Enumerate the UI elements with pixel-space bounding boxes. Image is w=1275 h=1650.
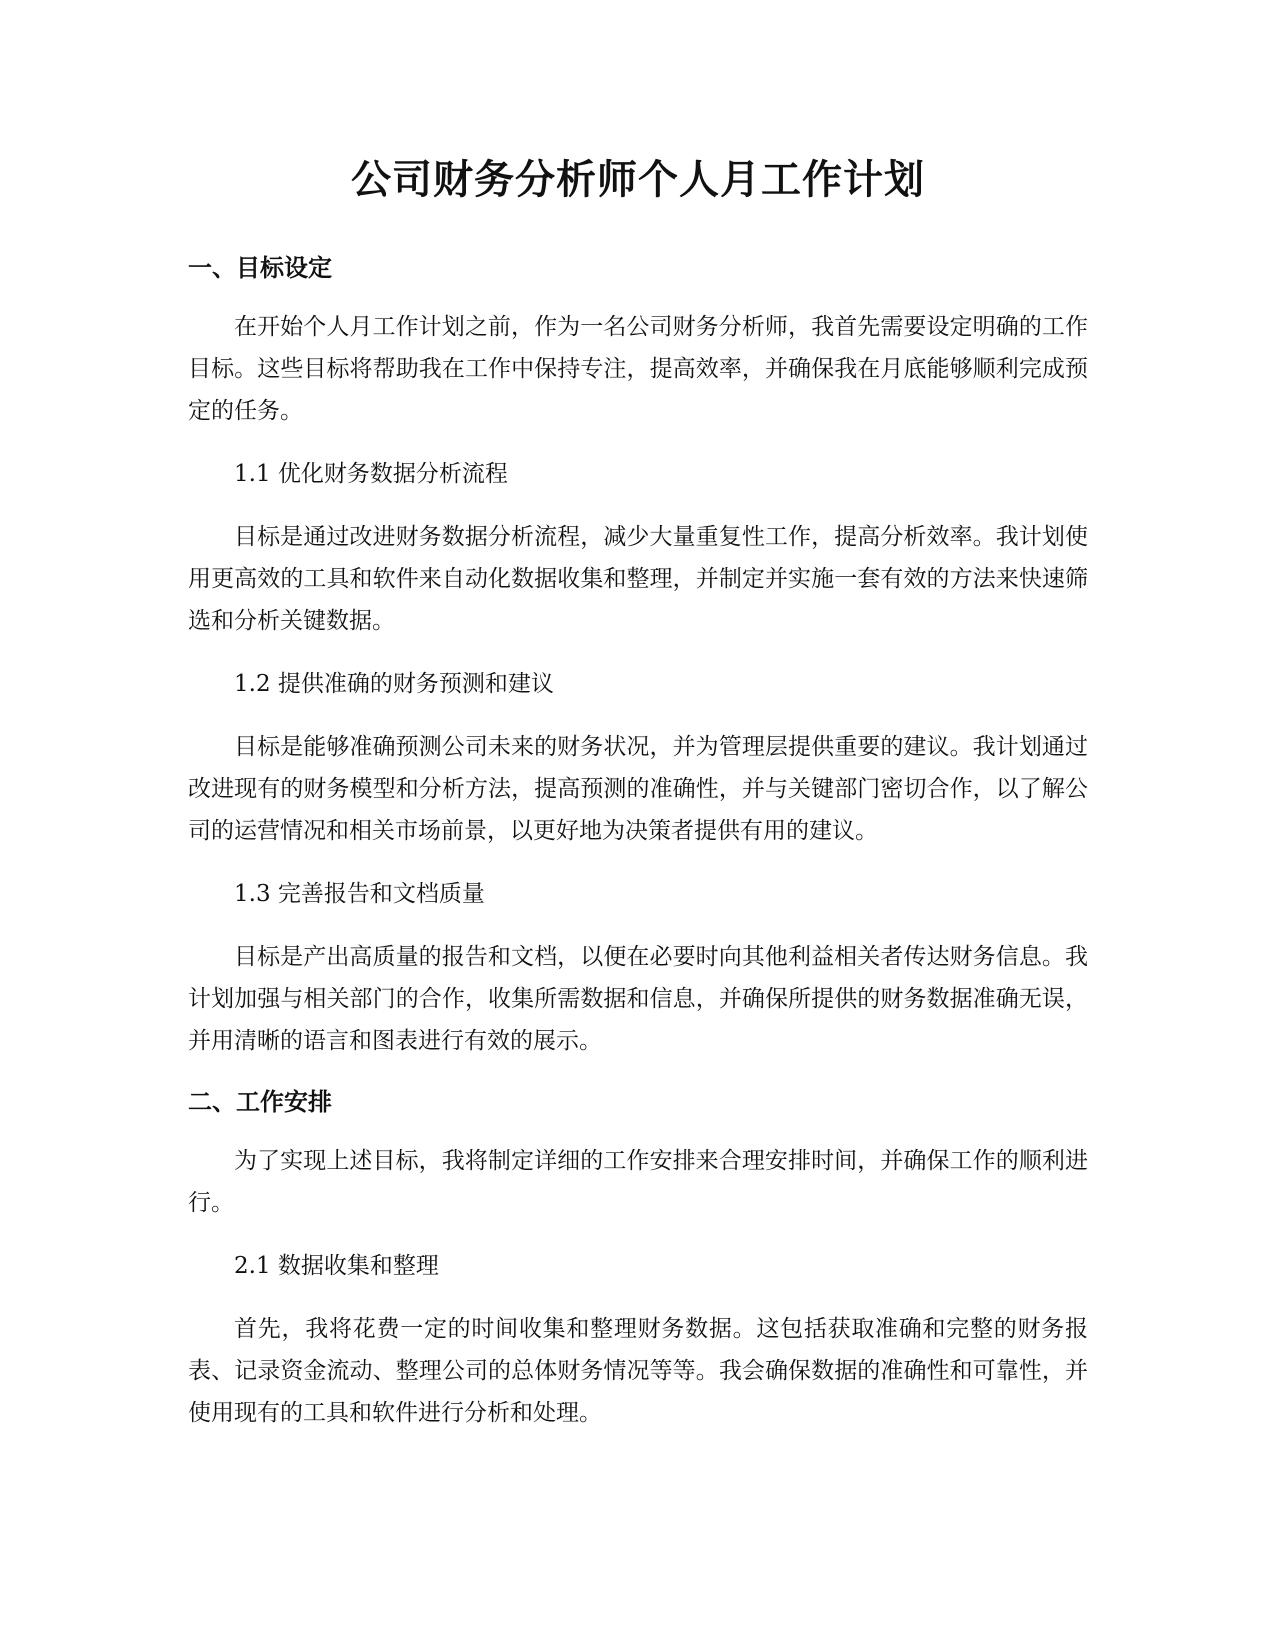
subsection-heading: 1.3 完善报告和文档质量	[234, 881, 485, 907]
subsection-body: 目标是能够准确预测公司未来的财务状况，并为管理层提供重要的建议。我计划通过改进现有的财务模型和分析方法，提高预测的准确性，并与关键部门密切合作，以了解公司的运营情况和相关市场前景，以更好地为决策者提供有用的建议。	[188, 734, 1088, 844]
section-work-arrangement	[188, 1084, 1088, 1434]
section-heading: 二、工作安排	[188, 1088, 332, 1116]
section-intro: 在开始个人月工作计划之前，作为一名公司财务分析师，我首先需要设定明确的工作目标。这些目标将帮助我在工作中保持专注，提高效率，并确保我在月底能够顺利完成预定的任务。	[188, 314, 1088, 424]
subsection-body: 首先，我将花费一定的时间收集和整理财务数据。这包括获取准确和完整的财务报表、记录资金流动、整理公司的总体财务情况等等。我会确保数据的准确性和可靠性，并使用现有的工具和软件进行分析和处理。	[188, 1316, 1088, 1426]
section-heading: 一、目标设定	[188, 254, 332, 282]
subsection-heading: 1.1 优化财务数据分析流程	[234, 461, 508, 487]
subsection-heading: 1.2 提供准确的财务预测和建议	[234, 671, 554, 697]
subsection-body: 目标是通过改进财务数据分析流程，减少大量重复性工作，提高分析效率。我计划使用更高效的工具和软件来自动化数据收集和整理，并制定并实施一套有效的方法来快速筛选和分析关键数据。	[188, 524, 1088, 634]
document-title: 公司财务分析师个人月工作计划	[351, 157, 925, 203]
document-body	[188, 150, 1088, 1456]
section-intro: 为了实现上述目标，我将制定详细的工作安排来合理安排时间，并确保工作的顺利进行。	[188, 1148, 1088, 1216]
subsection-heading: 2.1 数据收集和整理	[234, 1253, 439, 1279]
section-goal-setting	[188, 250, 1088, 1062]
subsection-body: 目标是产出高质量的报告和文档，以便在必要时向其他利益相关者传达财务信息。我计划加强与相关部门的合作，收集所需数据和信息，并确保所提供的财务数据准确无误，并用清晰的语言和图表进行有效的展示。	[188, 944, 1088, 1054]
